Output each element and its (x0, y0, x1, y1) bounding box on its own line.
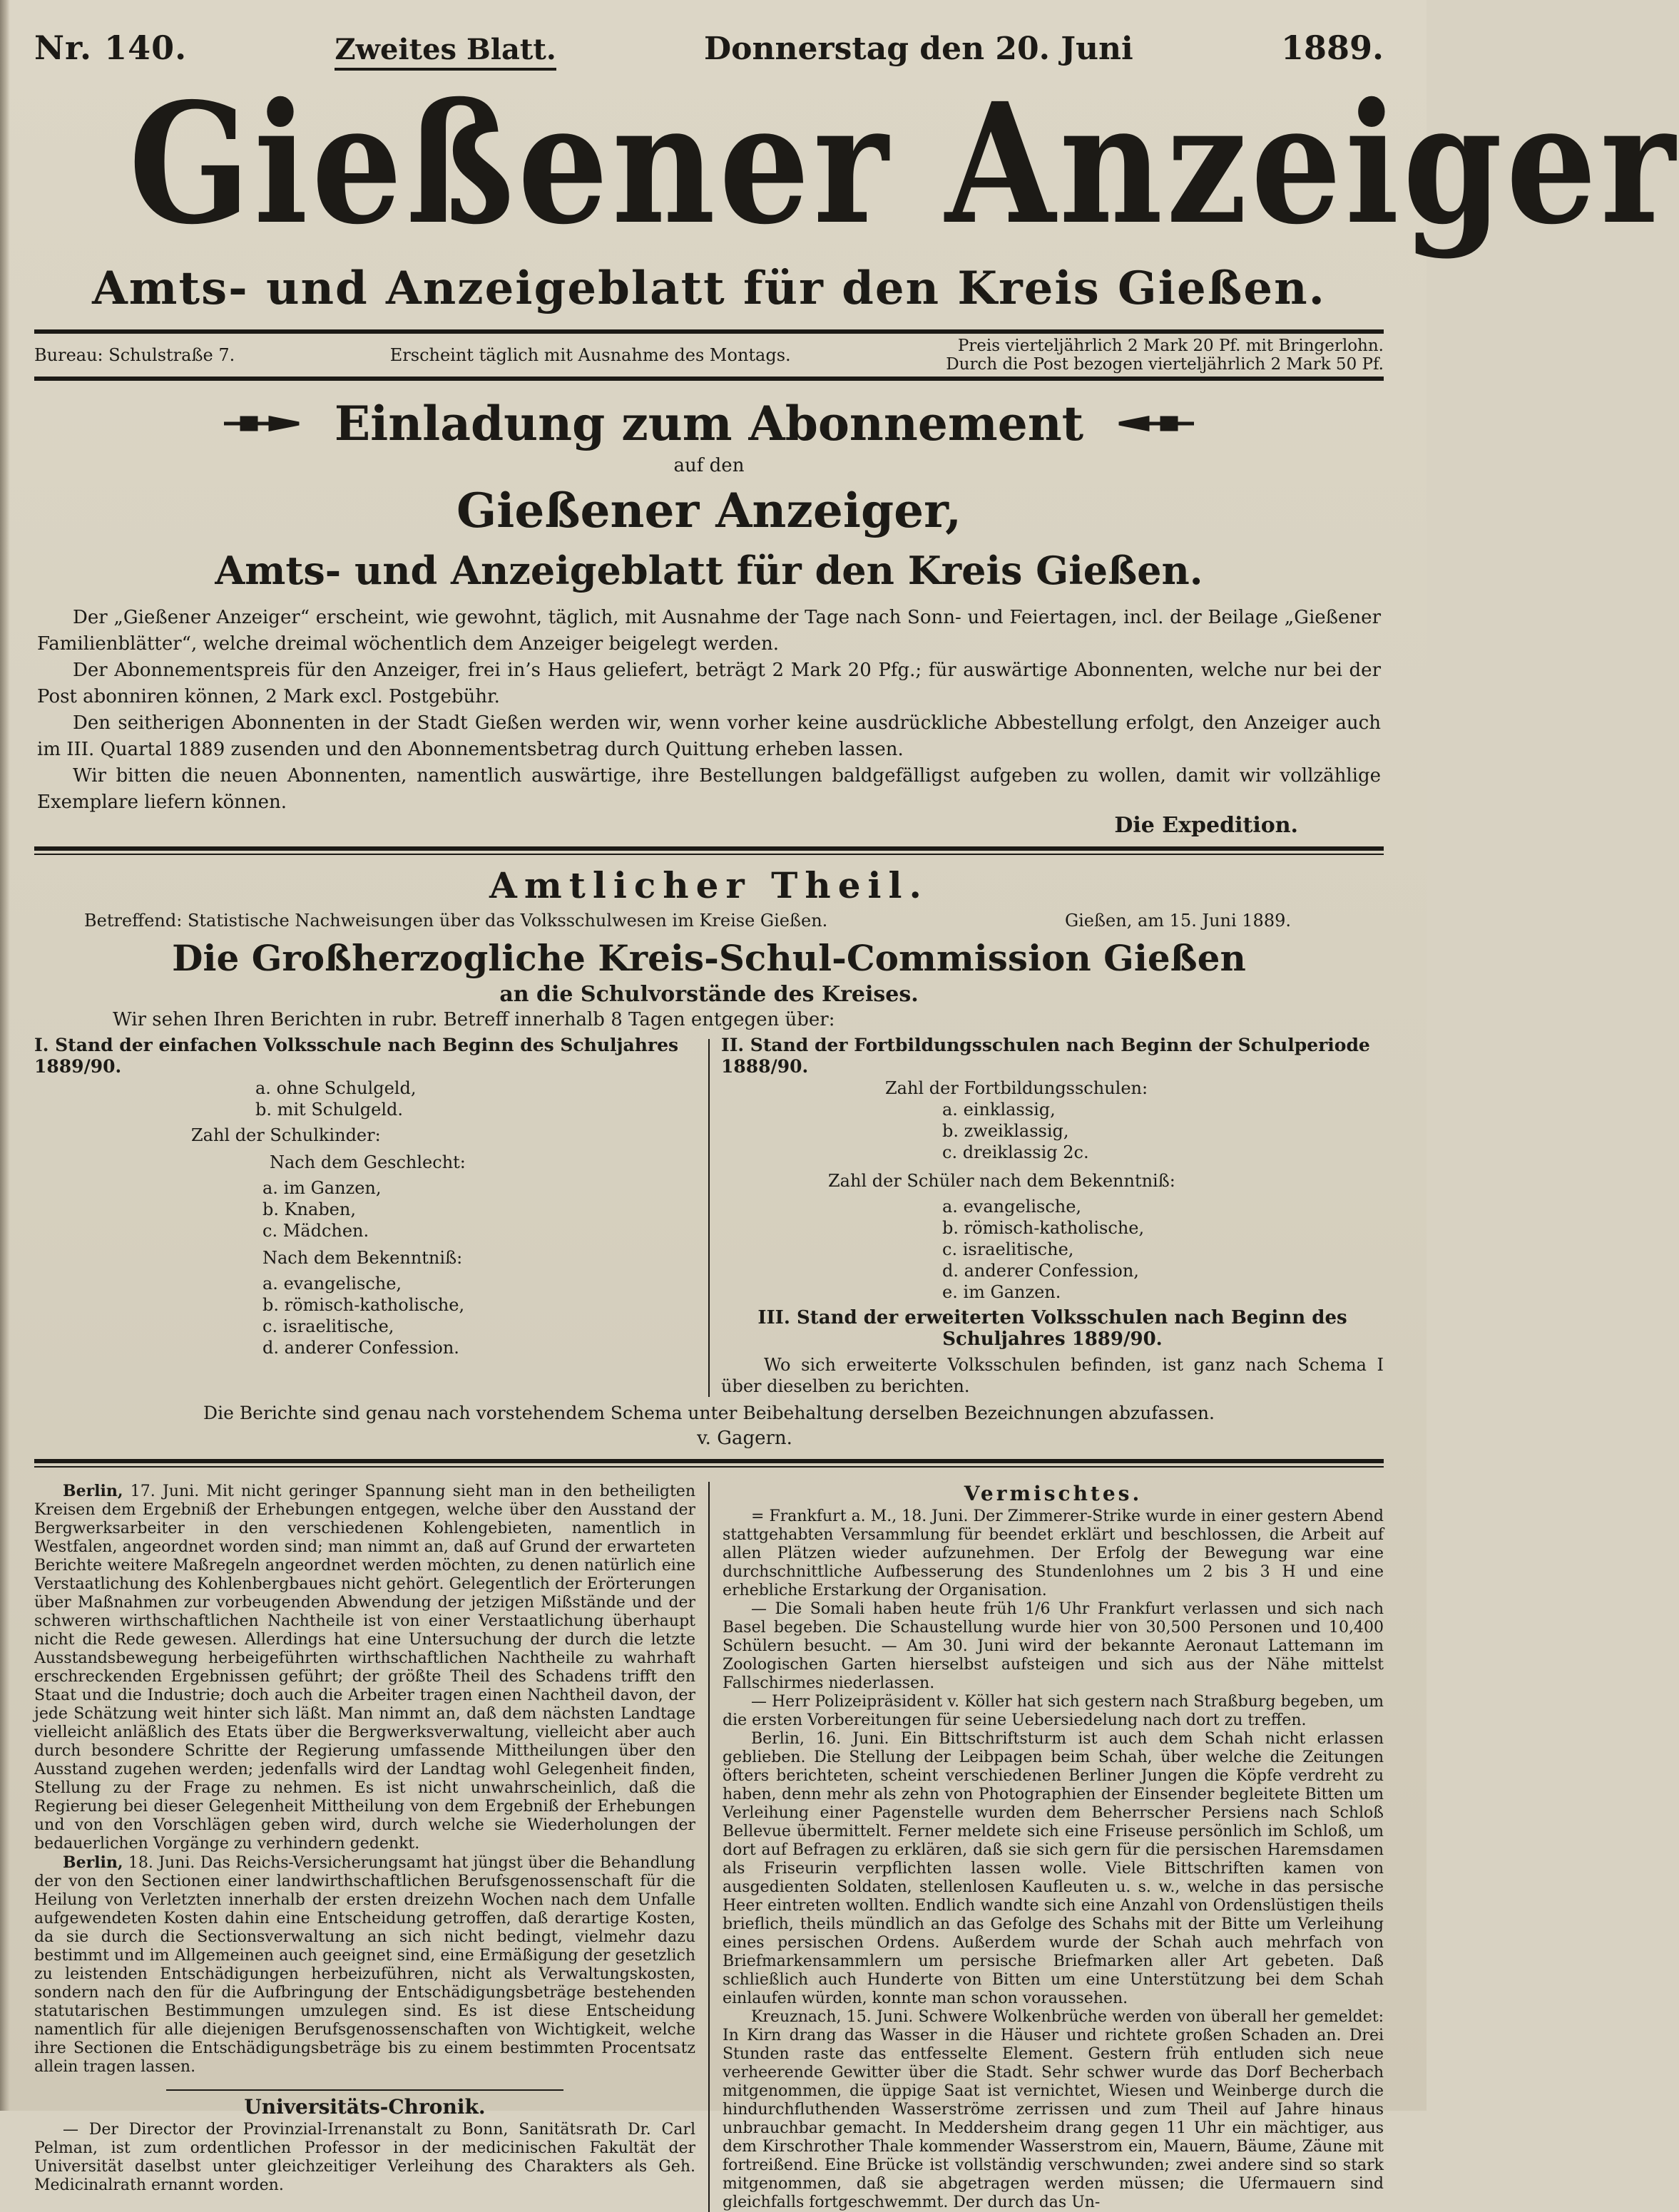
price-block (946, 337, 1384, 374)
commission-heading: Die Großherzogliche Kreis-Schul-Commission Gießen (172, 937, 1246, 979)
list-item: a. evangelische, (942, 1197, 1082, 1217)
schema-left-column (34, 1035, 708, 1397)
schema-columns (34, 1035, 1384, 1397)
news-article: Berlin, 16. Juni. Ein Bittschriftsturm ist auch dem Schah nicht erlassen geblieben. Die Stellung der Leibpagen beim Schah, über welche die Zeitungen öfters berichteten, scheint verschiedenen Berliner Jungen die Köpfe verdreht zu haben, denn mehr als zehn von Photographien der Einsender begleitete Bitten um Verleihung einer Pagenstelle wurden dem Beherrscher Persiens nach Schloß Bellevue übermittelt. Ferner meldete sich eine Friseuse persönlich im Schloß, um dort auf Befragen zu erklären, daß sie sich gern für die persischen Haremsdamen als Friseurin verpflichten lassen wolle. Viele Bittschriften kamen von ausgedienten Soldaten, stellenlosen Kaufleuten u. s. w., welche in das persische Heer eintreten wollten. Endlich wandte sich eine Anzahl von Ordenslüstigen theils brieflich, theils mündlich an das Gefolge des Schahs mit der Bitte um Verleihung eines persischen Ordens. Außerdem wurde der Schah auch mehrfach von Briefmarkensammlern um persische Briefmarken aller Art gebeten. Daß schließlich auch Hunderte von Bitten um eine Unterstützung bei dem Schah einlaufen würden, konnte man schon voraussehen. (723, 1730, 1384, 2007)
bureau-address: Bureau: Schulstraße 7. (34, 345, 235, 365)
schema-list (34, 1273, 697, 1358)
list-item: a. im Ganzen, (262, 1178, 382, 1198)
schema-subhead: Zahl der Fortbildungsschulen: (885, 1078, 1148, 1098)
news-right-column (710, 1482, 1384, 2212)
request-line: Wir sehen Ihren Berichten in rubr. Betreff innerhalb 8 Tagen entgegen über: (113, 1009, 835, 1030)
price-line-1: Preis vierteljährlich 2 Mark 20 Pf. mit Bringerlohn. (957, 337, 1384, 355)
newspaper-title: Gießener Anzeiger (128, 66, 1679, 261)
issue-date: Donnerstag den 20. Juni (703, 31, 1133, 67)
publication-schedule: Erscheint täglich mit Ausnahme des Montags. (389, 345, 791, 365)
list-item: b. römisch-katholische, (942, 1218, 1145, 1238)
list-item: c. israelitische, (942, 1239, 1074, 1259)
schema-subhead: Nach dem Geschlecht: (270, 1152, 466, 1172)
schema-right-column (710, 1035, 1384, 1397)
issue-year: 1889. (1280, 29, 1384, 67)
subscription-notice (34, 381, 1384, 838)
news-rule (34, 1459, 1384, 1463)
betreff-text: Betreffend: Statistische Nachweisungen über das Volksschulwesen im Kreise Gießen. (84, 911, 828, 931)
pointing-hand-right-icon (220, 409, 306, 438)
news-article: — Die Somali haben heute früh 1/6 Uhr Frankfurt verlassen und sich nach Basel begeben. Die Schaustellung wurde hier von 30,500 Personen und 10,400 Schülern besucht. — Am 30. Juni wird der bekannte Aeronaut Lattemann im Zoologischen Garten hierselbst aufsteigen und sich aus der Nähe mittelst Fallschirmes niederlassen. (723, 1600, 1384, 1692)
section-rule (34, 846, 1384, 851)
list-item: b. zweiklassig, (942, 1121, 1069, 1141)
newspaper-subtitle: Amts- und Anzeigeblatt für den Kreis Gießen. (92, 262, 1326, 315)
schema-section-i: I. Stand der einfachen Volksschule nach Beginn des Schuljahres 1889/90. (34, 1035, 679, 1077)
news-columns (34, 1482, 1384, 2212)
list-item: d. anderer Confession, (942, 1261, 1139, 1281)
subscription-auf-den: auf den (673, 455, 745, 476)
betreff-line (34, 911, 1384, 935)
article-body: 17. Juni. Mit nicht geringer Spannung sieht man in den betheiligten Kreisen dem Ergebniß der Erhebungen entgegen, welche über den Ausstand der Bergwerksarbeiter in den verschiedenen Kohlengebieten, namentlich in Westfalen, angeordnet worden sind; man nimmt an, daß auf Grund der erwarteten Berichte weitere Maßregeln angeordnet werden möchten, zu denen natürlich eine Verstaatlichung des Kohlenbergbaues nicht gehört. Gelegentlich der Erörterungen über Maßnahmen zur vorbeugenden Abwendung der jetzigen Mißstände und der schweren wirthschaftlichen Nachtheile ist von einer Verstaatlichung überhaupt nicht die Rede gewesen. Allerdings hat eine Untersuchung der durch die letzte Ausstandsbewegung herbeigeführten wirthschaftlichen Nachtheile zu wahrhaft erschreckenden Ergebnissen geführt; der größte Theil des Schadens trifft den Staat und die Industrie; doch auch die Arbeiter tragen einen Nachtheil davon, der jede Schätzung weit hinter sich läßt. Man nimmt an, daß dem nächsten Landtage vielleicht anläßlich des Etats über die Bergwerksverwaltung, vielleicht aber auch durch besondere Schritte der Regierung umfassende Mittheilungen über den Ausstand zugehen werden; jedenfalls wird der Landtag wohl Gelegenheit finden, Stellung zu der Frage zu nehmen. Es ist nicht unwahrscheinlich, daß die Regierung bei dieser Gelegenheit Mittheilung von dem Ergebniß der Erhebungen und von den Vorschlägen geben wird, durch welche sie Wiederholungen der bedauerlichen Vorgänge zu verhindern gedenkt. (34, 1483, 695, 1853)
official-signature: v. Gagern. (697, 1428, 792, 1449)
expedition-signature: Die Expedition. (1114, 813, 1298, 838)
miscellany-title: Vermischtes. (964, 1482, 1143, 1505)
list-item: a. evangelische, (262, 1274, 402, 1294)
subscription-title: Einladung zum Abonnement (334, 396, 1084, 451)
schema-list (34, 1077, 697, 1120)
subscription-paragraph: Der „Gießener Anzeiger“ erscheint, wie gewohnt, täglich, mit Ausnahme der Tage nach Sonn- und Feiertagen, incl. der Beilage „Gießener Familienblätter“, welche dreimal wöchentlich dem Anzeiger beigelegt werden. (37, 607, 1381, 655)
article-dateline: Berlin, (63, 1482, 123, 1500)
news-article: — Der Director der Provinzial-Irrenanstalt zu Bonn, Sanitätsrath Dr. Carl Pelman, ist zum ordentlichen Professor in der medicinischen Fakultät der Universität daselbst unter gleichzeitiger Verleihung des Charakters als Geh. Medicinalrath ernannt worden. (34, 2121, 695, 2194)
news-rule-thin (34, 1466, 1384, 1468)
list-item: e. im Ganzen. (942, 1282, 1061, 1302)
list-item: b. mit Schulgeld. (255, 1100, 404, 1120)
university-chronicle-title: Universitäts-Chronik. (166, 2089, 563, 2116)
news-article (34, 1853, 695, 2077)
subscription-paper-subtitle: Amts- und Anzeigeblatt für den Kreis Gießen. (215, 548, 1203, 593)
news-article: — Herr Polizeipräsident v. Köller hat sich gestern nach Straßburg begeben, um die ersten Vorbereitungen für seine Uebersiedelung nach dort zu treffen. (723, 1693, 1384, 1729)
schema-subhead: Nach dem Bekenntniß: (262, 1248, 463, 1268)
sheet-label: Zweites Blatt. (335, 33, 556, 71)
section-rule-thin (34, 854, 1384, 855)
subscription-paper-name: Gießener Anzeiger, (456, 483, 962, 538)
list-item: c. israelitische, (262, 1316, 394, 1336)
list-item: a. einklassig, (942, 1100, 1056, 1120)
report-instruction: Die Berichte sind genau nach vorstehendem Schema unter Beibehaltung derselben Bezeichnungen abzufassen. (203, 1403, 1215, 1423)
schema-list (721, 1099, 1384, 1163)
list-item: b. Knaben, (262, 1199, 356, 1219)
news-article (34, 1482, 695, 1853)
list-item: a. ohne Schulgeld, (255, 1078, 417, 1098)
subscription-text (34, 605, 1384, 816)
subscription-paragraph: Den seitherigen Abonnenten in der Stadt Gießen werden wir, wenn vorher keine ausdrückliche Abbestellung erfolgt, den Anzeiger auch im III. Quartal 1889 zusenden und den Abonnementsbetrag durch Quittung erheben lassen. (37, 712, 1381, 760)
list-item: c. dreiklassig 2c. (942, 1142, 1089, 1162)
news-left-column (34, 1482, 708, 2212)
list-item: c. Mädchen. (262, 1221, 369, 1241)
info-line (34, 334, 1384, 377)
subscription-title-row (34, 394, 1384, 454)
page-binding-edge (0, 0, 10, 2111)
pointing-hand-left-icon (1112, 409, 1198, 438)
schema-section-ii: II. Stand der Fortbildungsschulen nach Beginn der Schulperiode 1888/90. (721, 1035, 1370, 1077)
list-item: b. römisch-katholische, (262, 1295, 465, 1315)
schema-section-iii-text: Wo sich erweiterte Volksschulen befinden, ist ganz nach Schema I über dieselben zu berichten. (721, 1355, 1384, 1396)
list-item: d. anderer Confession. (262, 1338, 459, 1358)
schema-subhead: Zahl der Schüler nach dem Bekenntniß: (828, 1171, 1175, 1191)
schema-subhead: Zahl der Schulkinder: (191, 1125, 381, 1145)
news-article: = Frankfurt a. M., 18. Juni. Der Zimmerer-Strike wurde in einer gestern Abend stattgehabten Versammlung für beendet erklärt und beschlossen, die Arbeit auf allen Plätzen wieder aufzunehmen. Der Erfolg der Bewegung war eine durchschnittliche Aufbesserung des Stundenlohnes um 2 bis 3 H und eine erhebliche Erstarkung der Organisation. (723, 1507, 1384, 1599)
place-date: Gießen, am 15. Juni 1889. (1064, 911, 1291, 931)
official-section-title: Amtlicher Theil. (489, 864, 929, 906)
issue-number: Nr. 140. (34, 29, 188, 67)
subscription-paragraph: Wir bitten die neuen Abonnenten, namentlich auswärtige, ihre Bestellungen baldgefälligst aufgeben zu wollen, damit wir vollzählige Exemplare liefern können. (37, 765, 1381, 813)
subscription-paragraph: Der Abonnementspreis für den Anzeiger, frei in’s Haus geliefert, beträgt 2 Mark 20 Pfg.; für auswärtige Abonnenten, welche nur bei der Post abonniren können, 2 Mark excl. Postgebühr. (37, 660, 1381, 707)
schema-list (34, 1177, 697, 1241)
article-body: 18. Juni. Das Reichs-Versicherungsamt hat jüngst über die Behandlung der von den Sectionen einer landwirthschaftlichen Berufsgenossenschaft für die Heilung von Verletzten innerhalb der ersten dreizehn Wochen nach dem Unfalle aufgewendeten Kosten dahin eine Entscheidung getroffen, daß derartige Kosten, da sie durch die Sectionsverwaltung an sich nicht bedingt, vielmehr dazu bestimmt und im Allgemeinen auch geeignet sind, eine Ermäßigung der gesetzlich zu leistenden Entschädigungen herbeizuführen, nicht als Verwaltungskosten, sondern nach den für die Aufbringung der Entschädigungsbeträge bestehenden statutarischen Bestimmungen umzulegen sind. Es ist diese Entscheidung namentlich für alle diejenigen Berufsgenossenschaften von Wichtigkeit, welche ihre Sectionen die Entschädigungsbeträge bis zu einem bestimmten Procentsatz allein tragen lassen. (34, 1854, 695, 2076)
news-article: Kreuznach, 15. Juni. Schwere Wolkenbrüche werden von überall her gemeldet: In Kirn drang das Wasser in die Häuser und richtete großen Schaden an. Drei Stunden raste das entfesselte Element. Gestern früh entluden sich neue verheerende Gewitter über die Stadt. Sehr schwer wurde das Dorf Becherbach mitgenommen, die üppige Saat ist vernichtet, Wiesen und Weinberge durch die hindurchfluthenden Wasserströme zerrissen und zum Theil auf Jahre hinaus unbrauchbar gemacht. In Meddersheim drang gegen 11 Uhr ein mächtiger, aus dem Kirschrother Thale kommender Wasserstrom ein, Mauern, Bäume, Zäune mit fortreißend. Eine Brücke ist vollständig verschwunden; zwei andere sind so stark mitgenommen, daß sie abgetragen werden müssen; die Ufermauern sind gleichfalls fortgeschwemmt. Der durch das Un- (723, 2008, 1384, 2211)
schema-list (721, 1196, 1384, 1303)
price-line-2: Durch die Post bezogen vierteljährlich 2 Mark 50 Pf. (946, 355, 1384, 374)
addressee: an die Schulvorstände des Kreises. (499, 982, 919, 1007)
article-dateline: Berlin, (63, 1853, 123, 1872)
schema-section-iii: III. Stand der erweiterten Volksschulen nach Beginn des Schuljahres 1889/90. (757, 1307, 1347, 1350)
